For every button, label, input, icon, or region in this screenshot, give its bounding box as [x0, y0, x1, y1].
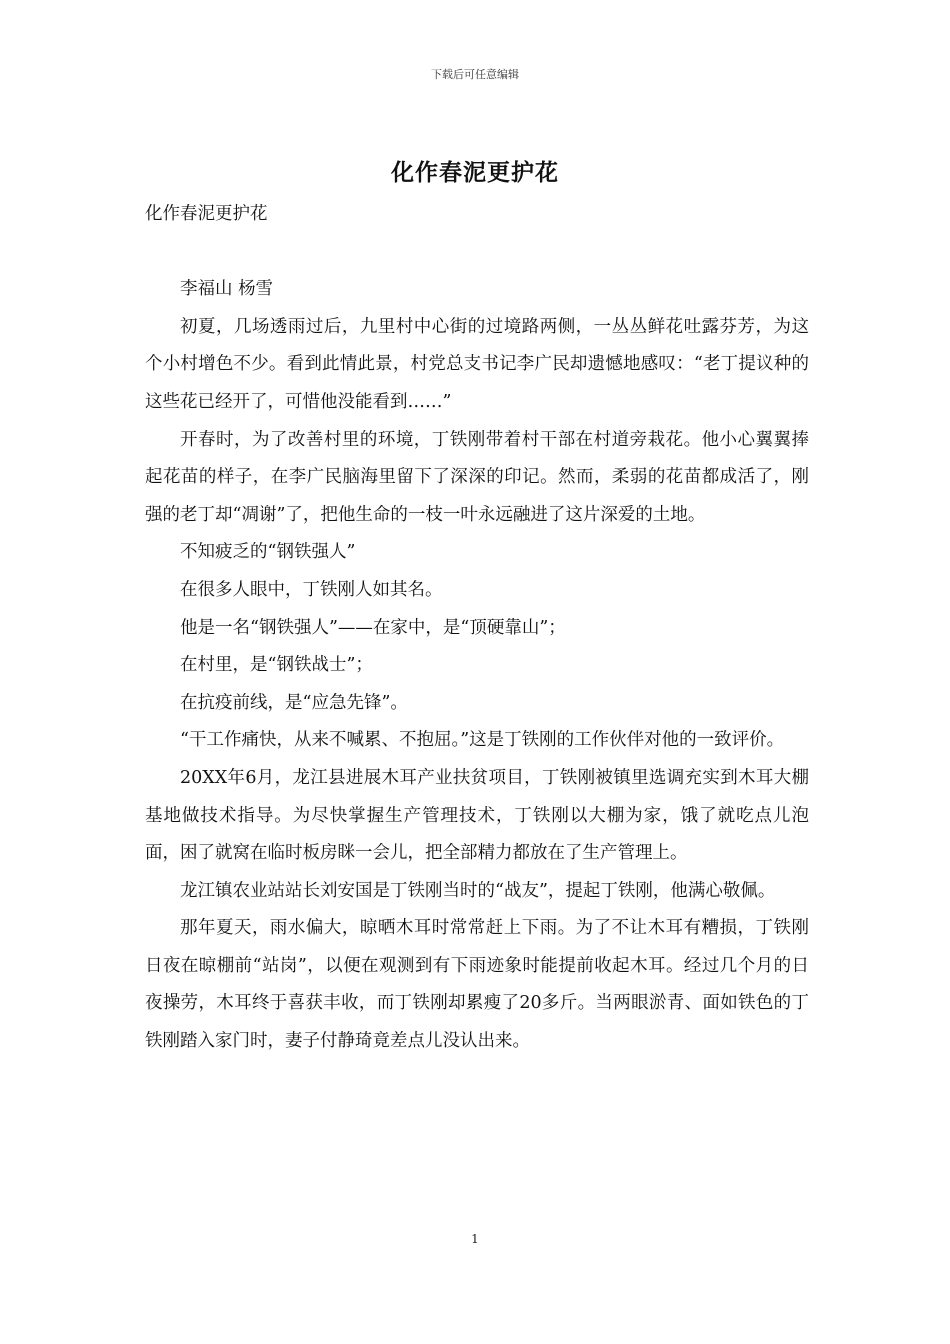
document-body [145, 196, 809, 1061]
paragraph: 他是一名“钢铁强人”——在家中，是“顶硬靠山”； [180, 617, 566, 638]
paragraph: 在村里，是“钢铁战士”； [180, 655, 373, 676]
paragraph: 初夏，几场透雨过后，九里村中心街的过境路两侧，一丛丛鲜花吐露芬芳，为这个小村增色不少。看到此情此景，村党总支书记李广民却遗憾地感叹：“老丁提议种的这些花已经开了，可惜他没能看到……” [145, 316, 809, 412]
page-header-note: 下载后可任意编辑 [431, 68, 519, 81]
section-heading: 不知疲乏的“钢铁强人” [180, 542, 356, 563]
document-authors: 李福山 杨雪 [180, 279, 274, 300]
paragraph: “干工作痛快，从来不喊累、不抱屈。”这是丁铁刚的工作伙伴对他的一致评价。 [180, 730, 785, 751]
paragraph: 开春时，为了改善村里的环境，丁铁刚带着村干部在村道旁栽花。他小心翼翼捧起花苗的样子，在李广民脑海里留下了深深的印记。然而，柔弱的花苗都成活了，刚强的老丁却“凋谢”了，把他生命的一枝一叶永远融进了这片深爱的土地。 [145, 429, 809, 525]
page-number: 1 [471, 1232, 479, 1246]
paragraph: 那年夏天，雨水偏大，晾晒木耳时常常赶上下雨。为了不让木耳有糟损，丁铁刚日夜在晾棚前“站岗”，以便在观测到有下雨迹象时能提前收起木耳。经过几个月的日夜操劳，木耳终于喜获丰收，而丁铁刚却累瘦了20多斤。当两眼淤青、面如铁色的丁铁刚踏入家门时，妻子付静琦竟差点儿没认出来。 [145, 918, 809, 1052]
blank-line [145, 234, 809, 272]
paragraph: 在抗疫前线，是“应急先锋”。 [180, 692, 408, 713]
paragraph: 龙江镇农业站站长刘安国是丁铁刚当时的“战友”，提起丁铁刚，他满心敬佩。 [180, 880, 776, 901]
paragraph: 20XX年6月，龙江县进展木耳产业扶贫项目，丁铁刚被镇里选调充实到木耳大棚基地做技术指导。为尽快掌握生产管理技术，丁铁刚以大棚为家，饿了就吃点儿泡面，困了就窝在临时板房眯一会儿，把全部精力都放在了生产管理上。 [145, 767, 809, 864]
document-subtitle: 化作春泥更护花 [145, 204, 268, 224]
document-title: 化作春泥更护花 [391, 159, 559, 186]
paragraph: 在很多人眼中，丁铁刚人如其名。 [180, 579, 443, 600]
